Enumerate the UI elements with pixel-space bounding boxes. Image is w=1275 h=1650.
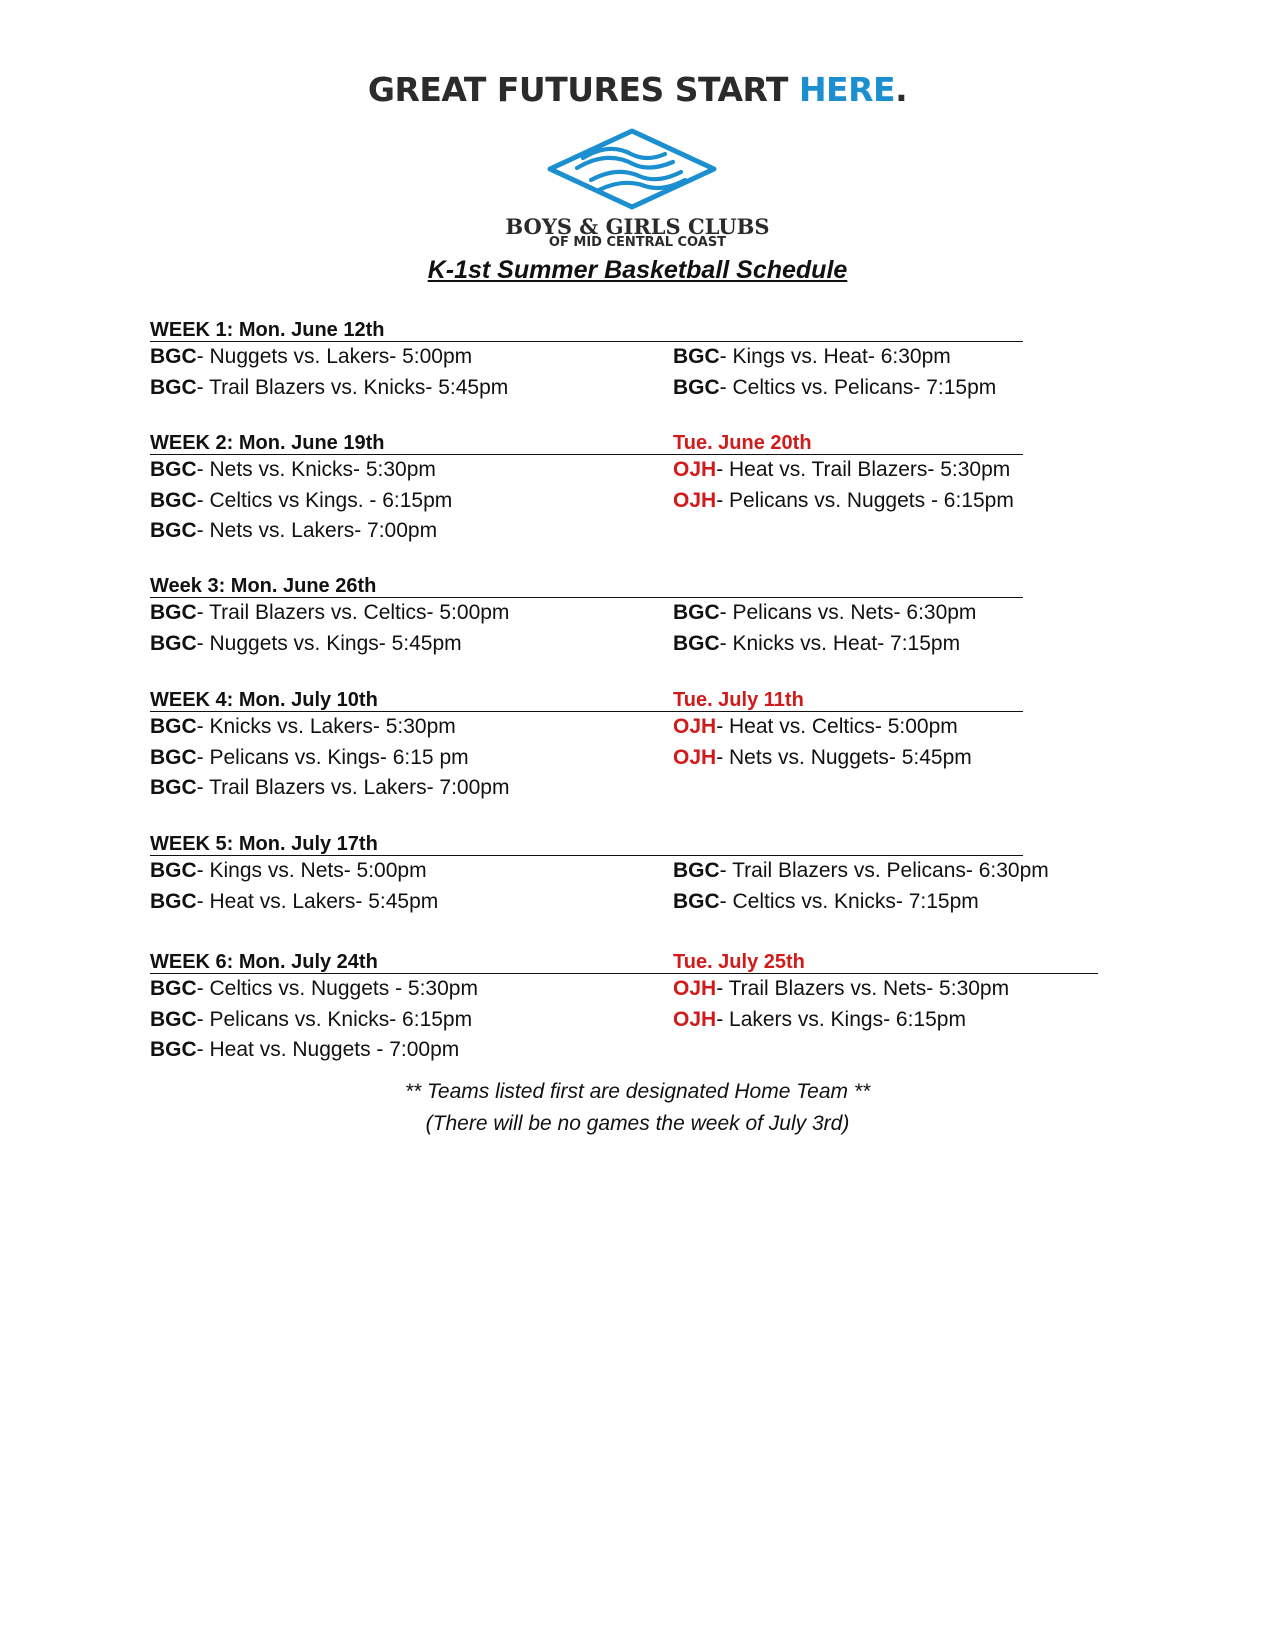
game-text: - Pelicans vs. Kings- 6:15 pm — [196, 745, 469, 769]
location-bgc: BGC — [150, 889, 197, 913]
week-4-section — [150, 681, 1023, 799]
location-bgc: BGC — [150, 631, 197, 655]
tuesday-label: Tue. July 11th — [673, 689, 804, 711]
monday-games — [150, 712, 509, 804]
game-row — [673, 629, 976, 660]
game-text: - Nets vs. Knicks- 5:30pm — [196, 458, 436, 481]
game-row — [150, 773, 509, 804]
week-label: WEEK 2: Mon. June 19th — [150, 432, 385, 454]
tagline — [0, 70, 1275, 109]
week-6-section — [150, 943, 1098, 1061]
tagline-period: . — [895, 70, 908, 109]
week-label: WEEK 1: Mon. June 12th — [150, 319, 385, 341]
location-ojh: OJH — [673, 745, 717, 769]
tuesday-games — [673, 455, 1014, 516]
monday-games — [150, 974, 478, 1066]
org-subtitle: OF MID CENTRAL COAST — [548, 235, 727, 250]
game-row — [673, 712, 972, 743]
game-row — [150, 516, 452, 547]
tagline-main: GREAT FUTURES START — [367, 70, 799, 109]
location-bgc: BGC — [673, 375, 720, 399]
week-3-section — [150, 567, 1023, 655]
game-text: - Heat vs. Lakers- 5:45pm — [196, 889, 439, 913]
game-text: - Celtics vs. Knicks- 7:15pm — [719, 889, 979, 913]
game-text: - Trail Blazers vs. Celtics- 5:00pm — [196, 601, 510, 624]
week-header — [150, 311, 1023, 342]
game-row — [150, 486, 452, 517]
game-text: - Trail Blazers vs. Lakers- 7:00pm — [196, 776, 510, 799]
org-name: BOYS & GIRLS CLUBS — [505, 214, 770, 239]
game-row — [673, 887, 1049, 918]
game-row — [673, 342, 996, 373]
boys-girls-clubs-logo-icon — [547, 128, 717, 210]
location-bgc: BGC — [150, 745, 197, 769]
location-bgc: BGC — [150, 977, 197, 1000]
week-label: Week 3: Mon. June 26th — [150, 575, 377, 597]
game-row — [150, 974, 478, 1005]
location-bgc: BGC — [673, 631, 720, 655]
game-row — [150, 629, 509, 660]
game-text: - Nuggets vs. Kings- 5:45pm — [196, 631, 462, 655]
week-1-section — [150, 311, 1023, 399]
location-ojh: OJH — [673, 458, 717, 481]
tuesday-label: Tue. July 25th — [673, 951, 805, 973]
game-row — [150, 1005, 478, 1036]
week-label: WEEK 4: Mon. July 10th — [150, 689, 378, 711]
game-text: - Trail Blazers vs. Knicks- 5:45pm — [196, 375, 509, 399]
location-bgc: BGC — [150, 601, 197, 624]
location-bgc: BGC — [150, 1038, 197, 1061]
schedule-title: K-1st Summer Basketball Schedule — [427, 256, 848, 284]
game-text: - Celtics vs Kings. - 6:15pm — [196, 488, 453, 512]
week-header — [150, 943, 1098, 974]
game-text: - Nets vs. Nuggets- 5:45pm — [716, 745, 972, 769]
game-text: - Lakers vs. Kings- 6:15pm — [716, 1007, 966, 1031]
game-text: - Pelicans vs. Knicks- 6:15pm — [196, 1007, 473, 1031]
game-row — [673, 1005, 1009, 1036]
location-ojh: OJH — [673, 715, 717, 738]
location-bgc: BGC — [673, 345, 720, 368]
location-bgc: BGC — [673, 859, 720, 882]
week-label: WEEK 5: Mon. July 17th — [150, 833, 378, 855]
location-bgc: BGC — [673, 889, 720, 913]
monday-games — [150, 455, 452, 547]
location-bgc: BGC — [150, 458, 197, 481]
week-header — [150, 681, 1023, 712]
tuesday-games — [673, 712, 972, 773]
game-row — [673, 743, 972, 774]
game-text: - Pelicans vs. Nets- 6:30pm — [719, 601, 977, 624]
week-header — [150, 424, 1023, 455]
game-row — [150, 1035, 478, 1066]
location-bgc: BGC — [150, 345, 197, 368]
home-team-note: ** Teams listed first are designated Home Team ** — [404, 1080, 871, 1103]
game-row — [150, 887, 438, 918]
location-bgc: BGC — [150, 488, 197, 512]
tuesday-label: Tue. June 20th — [673, 432, 812, 454]
game-row — [150, 712, 509, 743]
week-2-section — [150, 424, 1023, 542]
week-label: WEEK 6: Mon. July 24th — [150, 951, 378, 973]
monday-games — [150, 342, 508, 403]
game-row — [673, 455, 1014, 486]
game-row — [150, 342, 508, 373]
no-games-note: (There will be no games the week of July 3rd) — [425, 1112, 850, 1135]
monday-games — [150, 598, 509, 659]
game-row — [673, 486, 1014, 517]
game-row — [673, 598, 976, 629]
second-column-games — [673, 856, 1049, 917]
game-text: - Celtics vs. Pelicans- 7:15pm — [719, 375, 997, 399]
game-row — [673, 373, 996, 404]
game-row — [150, 743, 509, 774]
week-5-section — [150, 825, 1049, 913]
location-bgc: BGC — [150, 519, 197, 542]
game-text: - Kings vs. Nets- 5:00pm — [196, 859, 427, 882]
week-header — [150, 825, 1023, 856]
game-text: - Pelicans vs. Nuggets - 6:15pm — [716, 488, 1014, 512]
location-bgc: BGC — [150, 859, 197, 882]
game-text: - Trail Blazers vs. Nets- 5:30pm — [716, 977, 1010, 1000]
game-text: - Celtics vs. Nuggets - 5:30pm — [196, 977, 478, 1000]
game-row — [150, 373, 508, 404]
game-text: - Nuggets vs. Lakers- 5:00pm — [196, 345, 473, 368]
location-bgc: BGC — [150, 715, 197, 738]
location-bgc: BGC — [150, 1007, 197, 1031]
location-bgc: BGC — [673, 601, 720, 624]
game-text: - Trail Blazers vs. Pelicans- 6:30pm — [719, 859, 1049, 882]
game-text: - Nets vs. Lakers- 7:00pm — [196, 519, 438, 542]
week-header — [150, 567, 1023, 598]
tagline-accent: HERE — [798, 70, 896, 109]
monday-games — [150, 856, 438, 917]
game-text: - Kings vs. Heat- 6:30pm — [719, 345, 951, 368]
location-ojh: OJH — [673, 1007, 717, 1031]
location-bgc: BGC — [150, 375, 197, 399]
game-text: - Heat vs. Nuggets - 7:00pm — [196, 1038, 460, 1061]
tuesday-games — [673, 974, 1009, 1035]
game-row — [150, 455, 452, 486]
second-column-games — [673, 342, 996, 403]
game-text: - Knicks vs. Lakers- 5:30pm — [196, 715, 456, 738]
location-ojh: OJH — [673, 488, 717, 512]
game-text: - Heat vs. Celtics- 5:00pm — [716, 715, 958, 738]
game-text: - Heat vs. Trail Blazers- 5:30pm — [716, 458, 1011, 481]
game-row — [673, 856, 1049, 887]
location-ojh: OJH — [673, 977, 717, 1000]
game-text: - Knicks vs. Heat- 7:15pm — [719, 631, 961, 655]
game-row — [673, 974, 1009, 1005]
location-bgc: BGC — [150, 776, 197, 799]
second-column-games — [673, 598, 976, 659]
game-row — [150, 856, 438, 887]
game-row — [150, 598, 509, 629]
